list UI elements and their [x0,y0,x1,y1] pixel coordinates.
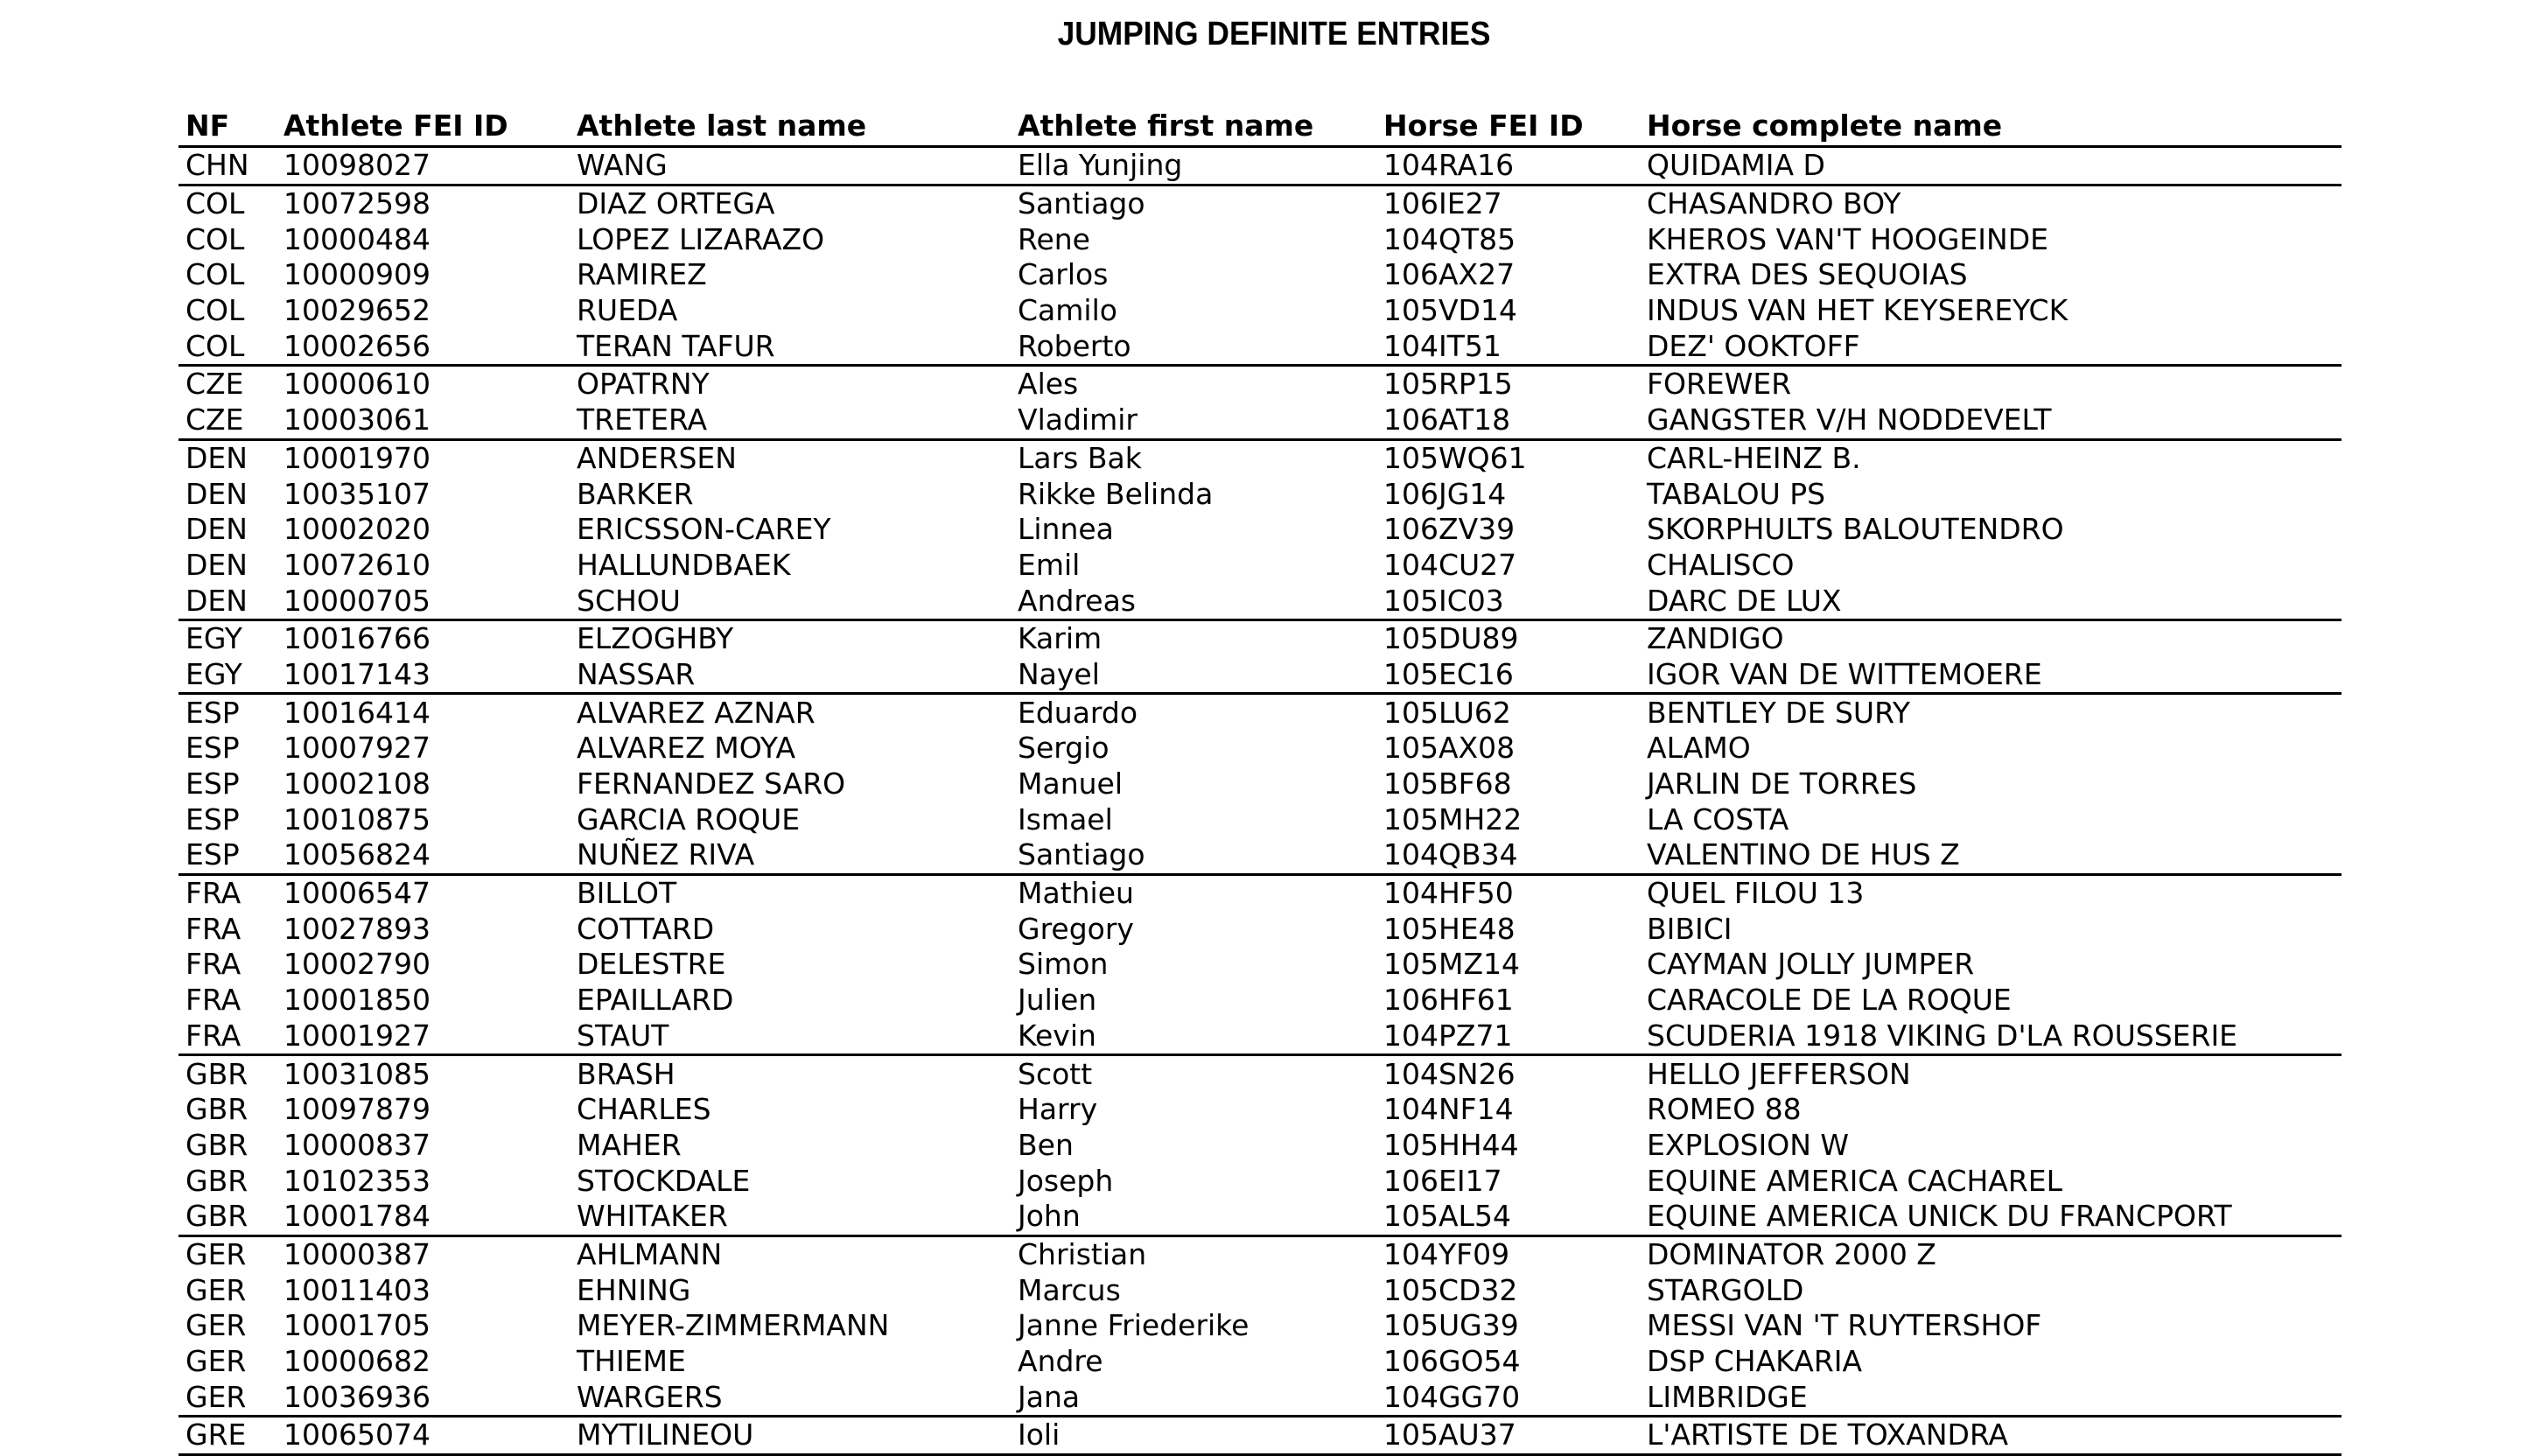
cell-first-name: Ioli [1011,1417,1376,1455]
cell-horse-name: DOMINATOR 2000 Z [1647,1236,1936,1271]
table-row [178,439,2342,476]
cell-horse-id: 104PZ71 [1376,1018,1640,1055]
cell-horse-name: GANGSTER V/H NODDEVELT [1640,402,2342,439]
column-header-nf: NF [178,105,276,147]
cell-athlete-id: 10001784 [276,1199,570,1236]
cell-horse-id: 105EC16 [1376,657,1640,694]
cell-nf: GBR [186,1092,248,1127]
cell-nf: FRA [178,1018,276,1055]
cell-horse-id: 106IE27 [1383,186,1502,221]
cell-nf: GBR [178,1199,276,1236]
cell-nf: FRA [186,876,242,911]
cell-athlete-id: 10017143 [276,657,570,694]
table-row [178,837,2342,874]
cell-athlete-id: 10016766 [284,621,430,656]
table-row [178,1272,2342,1308]
table-row [178,402,2342,439]
cell-nf: FRA [186,911,242,946]
cell-first-name: Lars Bak [1018,440,1142,475]
cell-nf: DEN [186,476,248,511]
cell-last-name: DELESTRE [577,947,726,982]
table-row [178,548,2342,584]
cell-horse-name: CARL-HEINZ B. [1647,440,1861,475]
cell-last-name: ERICSSON-CAREY [577,512,831,547]
cell-horse-id: 105HH44 [1383,1127,1519,1162]
cell-horse-id: 106HF61 [1383,983,1514,1018]
cell-first-name: Christian [1018,1236,1147,1271]
cell-horse-name: INDUS VAN HET KEYSEREYCK [1647,293,2068,328]
cell-nf: GER [178,1379,276,1416]
cell-horse-id: 104QT85 [1383,221,1516,256]
cell-first-name: Andreas [1011,583,1376,620]
entries-table [178,105,2342,1456]
cell-nf: DEN [186,547,248,582]
cell-nf: COL [186,293,245,328]
cell-first-name: Ismael [1018,802,1113,836]
cell-horse-id: 106EI17 [1383,1163,1502,1198]
cell-horse-name: KHEROS VAN'T HOOGEINDE [1647,221,2048,256]
cell-last-name: COTTARD [577,911,715,946]
cell-nf: EGY [186,621,242,656]
table-row [178,221,2342,257]
cell-horse-name: LA COSTA [1647,802,1789,836]
cell-last-name: HALLUNDBAEK [577,547,791,582]
cell-first-name: Ben [1018,1127,1074,1162]
table-row [178,476,2342,512]
cell-nf: GER [186,1308,247,1343]
cell-first-name: Camilo [1018,293,1117,328]
cell-horse-id: 105MZ14 [1383,947,1521,982]
table-row [178,911,2342,947]
cell-nf: COL [178,328,276,365]
page-title: JUMPING DEFINITE ENTRIES [1057,16,1491,52]
cell-horse-id: 105HE48 [1383,911,1516,946]
cell-nf: GBR [186,1127,248,1162]
cell-last-name: FERNANDEZ SARO [577,766,846,802]
cell-first-name: Roberto [1011,328,1376,365]
cell-horse-name: STARGOLD [1647,1272,1804,1307]
cell-first-name: Simon [1018,947,1109,982]
cell-athlete-id: 10072610 [284,547,430,582]
cell-athlete-id: 10000682 [284,1344,430,1379]
cell-nf: GER [186,1272,247,1307]
cell-horse-id: 105CD32 [1383,1272,1518,1307]
cell-athlete-id: 10002656 [276,328,570,365]
cell-first-name: Manuel [1018,766,1123,802]
table-header-row [178,105,2342,147]
table-row [178,366,2342,402]
cell-horse-name: EQUINE AMERICA CACHAREL [1647,1163,2063,1198]
cell-first-name: Karim [1018,621,1102,656]
cell-nf: GBR [186,1056,248,1091]
cell-horse-name: IGOR VAN DE WITTEMOERE [1640,657,2342,694]
cell-athlete-id: 10007927 [284,731,430,766]
cell-last-name: TERAN TAFUR [570,328,1011,365]
cell-last-name: RUEDA [577,293,678,328]
cell-horse-name: SKORPHULTS BALOUTENDRO [1647,512,2064,547]
table-row [178,802,2342,837]
table-row [178,583,2342,620]
cell-first-name: Santiago [1011,837,1376,874]
cell-horse-name: CHALISCO [1647,547,1795,582]
cell-first-name: Sergio [1018,731,1110,766]
cell-athlete-id: 10000387 [284,1236,430,1271]
column-header-first-name: Athlete first name [1011,105,1376,147]
cell-first-name: Joseph [1018,1163,1114,1198]
table-row [178,694,2342,731]
cell-nf: GBR [186,1163,248,1198]
cell-horse-id: 105MH22 [1383,802,1522,836]
cell-horse-id: 104NF14 [1383,1092,1514,1127]
cell-last-name: AHLMANN [577,1236,723,1271]
cell-first-name: Nayel [1011,657,1376,694]
table-row [178,1092,2342,1128]
table-row [178,1055,2342,1092]
cell-horse-id: 105RP15 [1383,367,1513,402]
cell-last-name: BRASH [577,1056,676,1091]
cell-horse-name: DEZ' OOKTOFF [1640,328,2342,365]
cell-athlete-id: 10002108 [284,766,430,802]
cell-athlete-id: 10002790 [284,947,430,982]
table-row [178,185,2342,221]
cell-horse-id: 106AT18 [1376,402,1640,439]
cell-horse-id: 105DU89 [1383,621,1519,656]
cell-nf: ESP [186,695,240,730]
cell-horse-name: ROMEO 88 [1647,1092,1802,1127]
cell-first-name: Ales [1018,367,1079,402]
cell-horse-name: L'ARTISTE DE TOXANDRA [1640,1417,2342,1455]
cell-horse-id: 105VD14 [1383,293,1517,328]
table-row [178,293,2342,329]
cell-nf: GER [186,1236,247,1271]
cell-last-name: EHNING [577,1272,691,1307]
cell-last-name: STOCKDALE [577,1163,751,1198]
table-row [178,947,2342,983]
table-row [178,1236,2342,1272]
cell-nf: FRA [186,947,242,982]
cell-first-name: Rene [1018,221,1090,256]
cell-last-name: EPAILLARD [577,983,734,1018]
column-header-athlete-id: Athlete FEI ID [276,105,570,147]
cell-last-name: GARCIA ROQUE [577,802,801,836]
cell-last-name: MAHER [577,1127,682,1162]
cell-first-name: Jana [1011,1379,1376,1416]
table-body [178,147,2342,1455]
cell-first-name: Vladimir [1011,402,1376,439]
cell-athlete-id: 10031085 [284,1056,430,1091]
cell-nf: DEN [186,512,248,547]
cell-horse-name: DSP CHAKARIA [1647,1344,1863,1379]
cell-last-name: WARGERS [570,1379,1011,1416]
cell-athlete-id: 10001850 [284,983,430,1018]
cell-horse-name: EXPLOSION W [1647,1127,1849,1162]
cell-first-name: Carlos [1018,257,1109,292]
cell-athlete-id: 10006547 [284,876,430,911]
cell-last-name: WANG [570,147,1011,186]
column-header-last-name: Athlete last name [570,105,1011,147]
cell-first-name: Kevin [1011,1018,1376,1055]
table-row [178,983,2342,1018]
cell-nf: CZE [186,367,244,402]
table-row [178,1018,2342,1055]
cell-athlete-id: 10001927 [276,1018,570,1055]
cell-nf: COL [186,186,245,221]
table-row [178,1379,2342,1416]
cell-horse-name: FOREWER [1647,367,1792,402]
cell-first-name: Janne Friederike [1018,1308,1250,1343]
table-row [178,1163,2342,1199]
cell-athlete-id: 10035107 [284,476,430,511]
table-row [178,766,2342,802]
cell-athlete-id: 10027893 [284,911,430,946]
cell-athlete-id: 10003061 [276,402,570,439]
cell-last-name: ALVAREZ MOYA [577,731,796,766]
cell-horse-name: CHASANDRO BOY [1647,186,1901,221]
cell-horse-name: JARLIN DE TORRES [1647,766,1917,802]
cell-athlete-id: 10001705 [284,1308,430,1343]
cell-first-name: Scott [1018,1056,1093,1091]
cell-horse-name: SCUDERIA 1918 VIKING D'LA ROUSSERIE [1640,1018,2342,1055]
cell-horse-id: 105BF68 [1383,766,1512,802]
cell-horse-id: 104RA16 [1376,147,1640,186]
cell-first-name: Ella Yunjing [1011,147,1376,186]
cell-athlete-id: 10002020 [284,512,430,547]
cell-first-name: Linnea [1018,512,1114,547]
cell-horse-id: 104SN26 [1383,1056,1516,1091]
cell-horse-name: ALAMO [1647,731,1751,766]
cell-athlete-id: 10016414 [284,695,430,730]
cell-horse-id: 105UG39 [1383,1308,1519,1343]
cell-nf: ESP [178,837,276,874]
table-row [178,874,2342,911]
cell-athlete-id: 10097879 [284,1092,430,1127]
cell-last-name: BARKER [577,476,694,511]
cell-horse-id: 105LU62 [1383,695,1511,730]
cell-horse-name: MESSI VAN 'T RUYTERSHOF [1647,1308,2042,1343]
cell-first-name: Eduardo [1018,695,1138,730]
cell-last-name: MEYER-ZIMMERMANN [577,1308,890,1343]
cell-athlete-id: 10072598 [284,186,430,221]
cell-nf: ESP [186,766,240,802]
cell-athlete-id: 10029652 [284,293,430,328]
cell-horse-id: 106GO54 [1383,1344,1521,1379]
cell-horse-id: 106JG14 [1383,476,1507,511]
cell-last-name: STAUT [570,1018,1011,1055]
table-row [178,1128,2342,1164]
cell-first-name: Emil [1018,547,1081,582]
cell-athlete-id: 10036936 [276,1379,570,1416]
table-row [178,1308,2342,1344]
cell-horse-id: 104YF09 [1383,1236,1510,1271]
cell-athlete-id: 10102353 [284,1163,430,1198]
cell-nf: GER [186,1344,247,1379]
cell-horse-name: CAYMAN JOLLY JUMPER [1647,947,1975,982]
cell-horse-id: 104QB34 [1376,837,1640,874]
cell-nf: CZE [178,402,276,439]
cell-last-name: RAMIREZ [577,257,707,292]
table-row [178,257,2342,293]
cell-nf: EGY [178,657,276,694]
cell-nf: GRE [178,1417,276,1455]
cell-last-name: ANDERSEN [577,440,737,475]
cell-last-name: ALVAREZ AZNAR [577,695,816,730]
cell-last-name: SCHOU [570,583,1011,620]
cell-first-name: Gregory [1018,911,1134,946]
cell-horse-id: 105IC03 [1376,583,1640,620]
cell-horse-name: EXTRA DES SEQUOIAS [1647,257,1968,292]
cell-athlete-id: 10000837 [284,1127,430,1162]
cell-horse-id: 106AX27 [1383,257,1516,292]
table-row [178,657,2342,694]
cell-nf: ESP [186,731,240,766]
cell-horse-name: ZANDIGO [1647,621,1784,656]
cell-nf: ESP [186,802,240,836]
table-row [178,1199,2342,1236]
cell-last-name: TRETERA [570,402,1011,439]
table-row [178,328,2342,365]
cell-last-name: WHITAKER [570,1199,1011,1236]
cell-horse-name: BIBICI [1647,911,1732,946]
cell-first-name: Julien [1018,983,1097,1018]
cell-athlete-id: 10011403 [284,1272,430,1307]
cell-first-name: Andre [1018,1344,1103,1379]
cell-horse-name: CARACOLE DE LA ROQUE [1647,983,2012,1018]
cell-horse-id: 104GG70 [1376,1379,1640,1416]
cell-horse-name: HELLO JEFFERSON [1647,1056,1911,1091]
cell-first-name: Marcus [1018,1272,1121,1307]
cell-first-name: Harry [1018,1092,1098,1127]
cell-last-name: NUÑEZ RIVA [570,837,1011,874]
cell-athlete-id: 10000610 [284,367,430,402]
cell-last-name: LOPEZ LIZARAZO [577,221,825,256]
cell-horse-id: 104HF50 [1383,876,1514,911]
cell-horse-name: QUIDAMIA D [1640,147,2342,186]
cell-horse-id: 106ZV39 [1383,512,1516,547]
cell-horse-name: TABALOU PS [1647,476,1826,511]
cell-athlete-id: 10001970 [284,440,430,475]
cell-athlete-id: 10000705 [276,583,570,620]
cell-horse-name: QUEL FILOU 13 [1647,876,1865,911]
cell-first-name: John [1011,1199,1376,1236]
cell-athlete-id: 10065074 [276,1417,570,1455]
cell-horse-id: 104CU27 [1383,547,1517,582]
cell-athlete-id: 10098027 [276,147,570,186]
table-row [178,1344,2342,1380]
table-row [178,620,2342,656]
cell-last-name: ELZOGHBY [577,621,734,656]
cell-nf: CHN [178,147,276,186]
cell-last-name: CHARLES [577,1092,711,1127]
cell-horse-name: LIMBRIDGE [1640,1379,2342,1416]
table-row [178,731,2342,766]
table-row [178,512,2342,548]
cell-nf: COL [186,257,245,292]
cell-athlete-id: 10010875 [284,802,430,836]
cell-last-name: OPATRNY [577,367,710,402]
cell-nf: DEN [178,583,276,620]
cell-first-name: Mathieu [1018,876,1134,911]
cell-last-name: BILLOT [577,876,677,911]
table-row [178,1417,2342,1455]
cell-horse-name: DARC DE LUX [1640,583,2342,620]
cell-horse-name: VALENTINO DE HUS Z [1640,837,2342,874]
cell-athlete-id: 10000909 [284,257,430,292]
cell-first-name: Santiago [1018,186,1145,221]
cell-first-name: Rikke Belinda [1018,476,1214,511]
cell-nf: FRA [186,983,242,1018]
cell-horse-name: BENTLEY DE SURY [1647,695,1911,730]
cell-horse-id: 105AX08 [1383,731,1516,766]
cell-athlete-id: 10000484 [284,221,430,256]
column-header-horse-name: Horse complete name [1640,105,2342,147]
column-header-horse-id: Horse FEI ID [1376,105,1640,147]
cell-nf: COL [186,221,245,256]
cell-horse-id: 104IT51 [1376,328,1640,365]
cell-athlete-id: 10056824 [276,837,570,874]
cell-horse-id: 105AL54 [1376,1199,1640,1236]
cell-nf: DEN [186,440,248,475]
cell-horse-name: EQUINE AMERICA UNICK DU FRANCPORT [1640,1199,2342,1236]
cell-last-name: MYTILINEOU [570,1417,1011,1455]
cell-last-name: THIEME [577,1344,686,1379]
cell-horse-id: 105AU37 [1376,1417,1640,1455]
cell-horse-id: 105WQ61 [1383,440,1527,475]
table-row [178,147,2342,186]
cell-last-name: NASSAR [570,657,1011,694]
cell-last-name: DIAZ ORTEGA [577,186,775,221]
